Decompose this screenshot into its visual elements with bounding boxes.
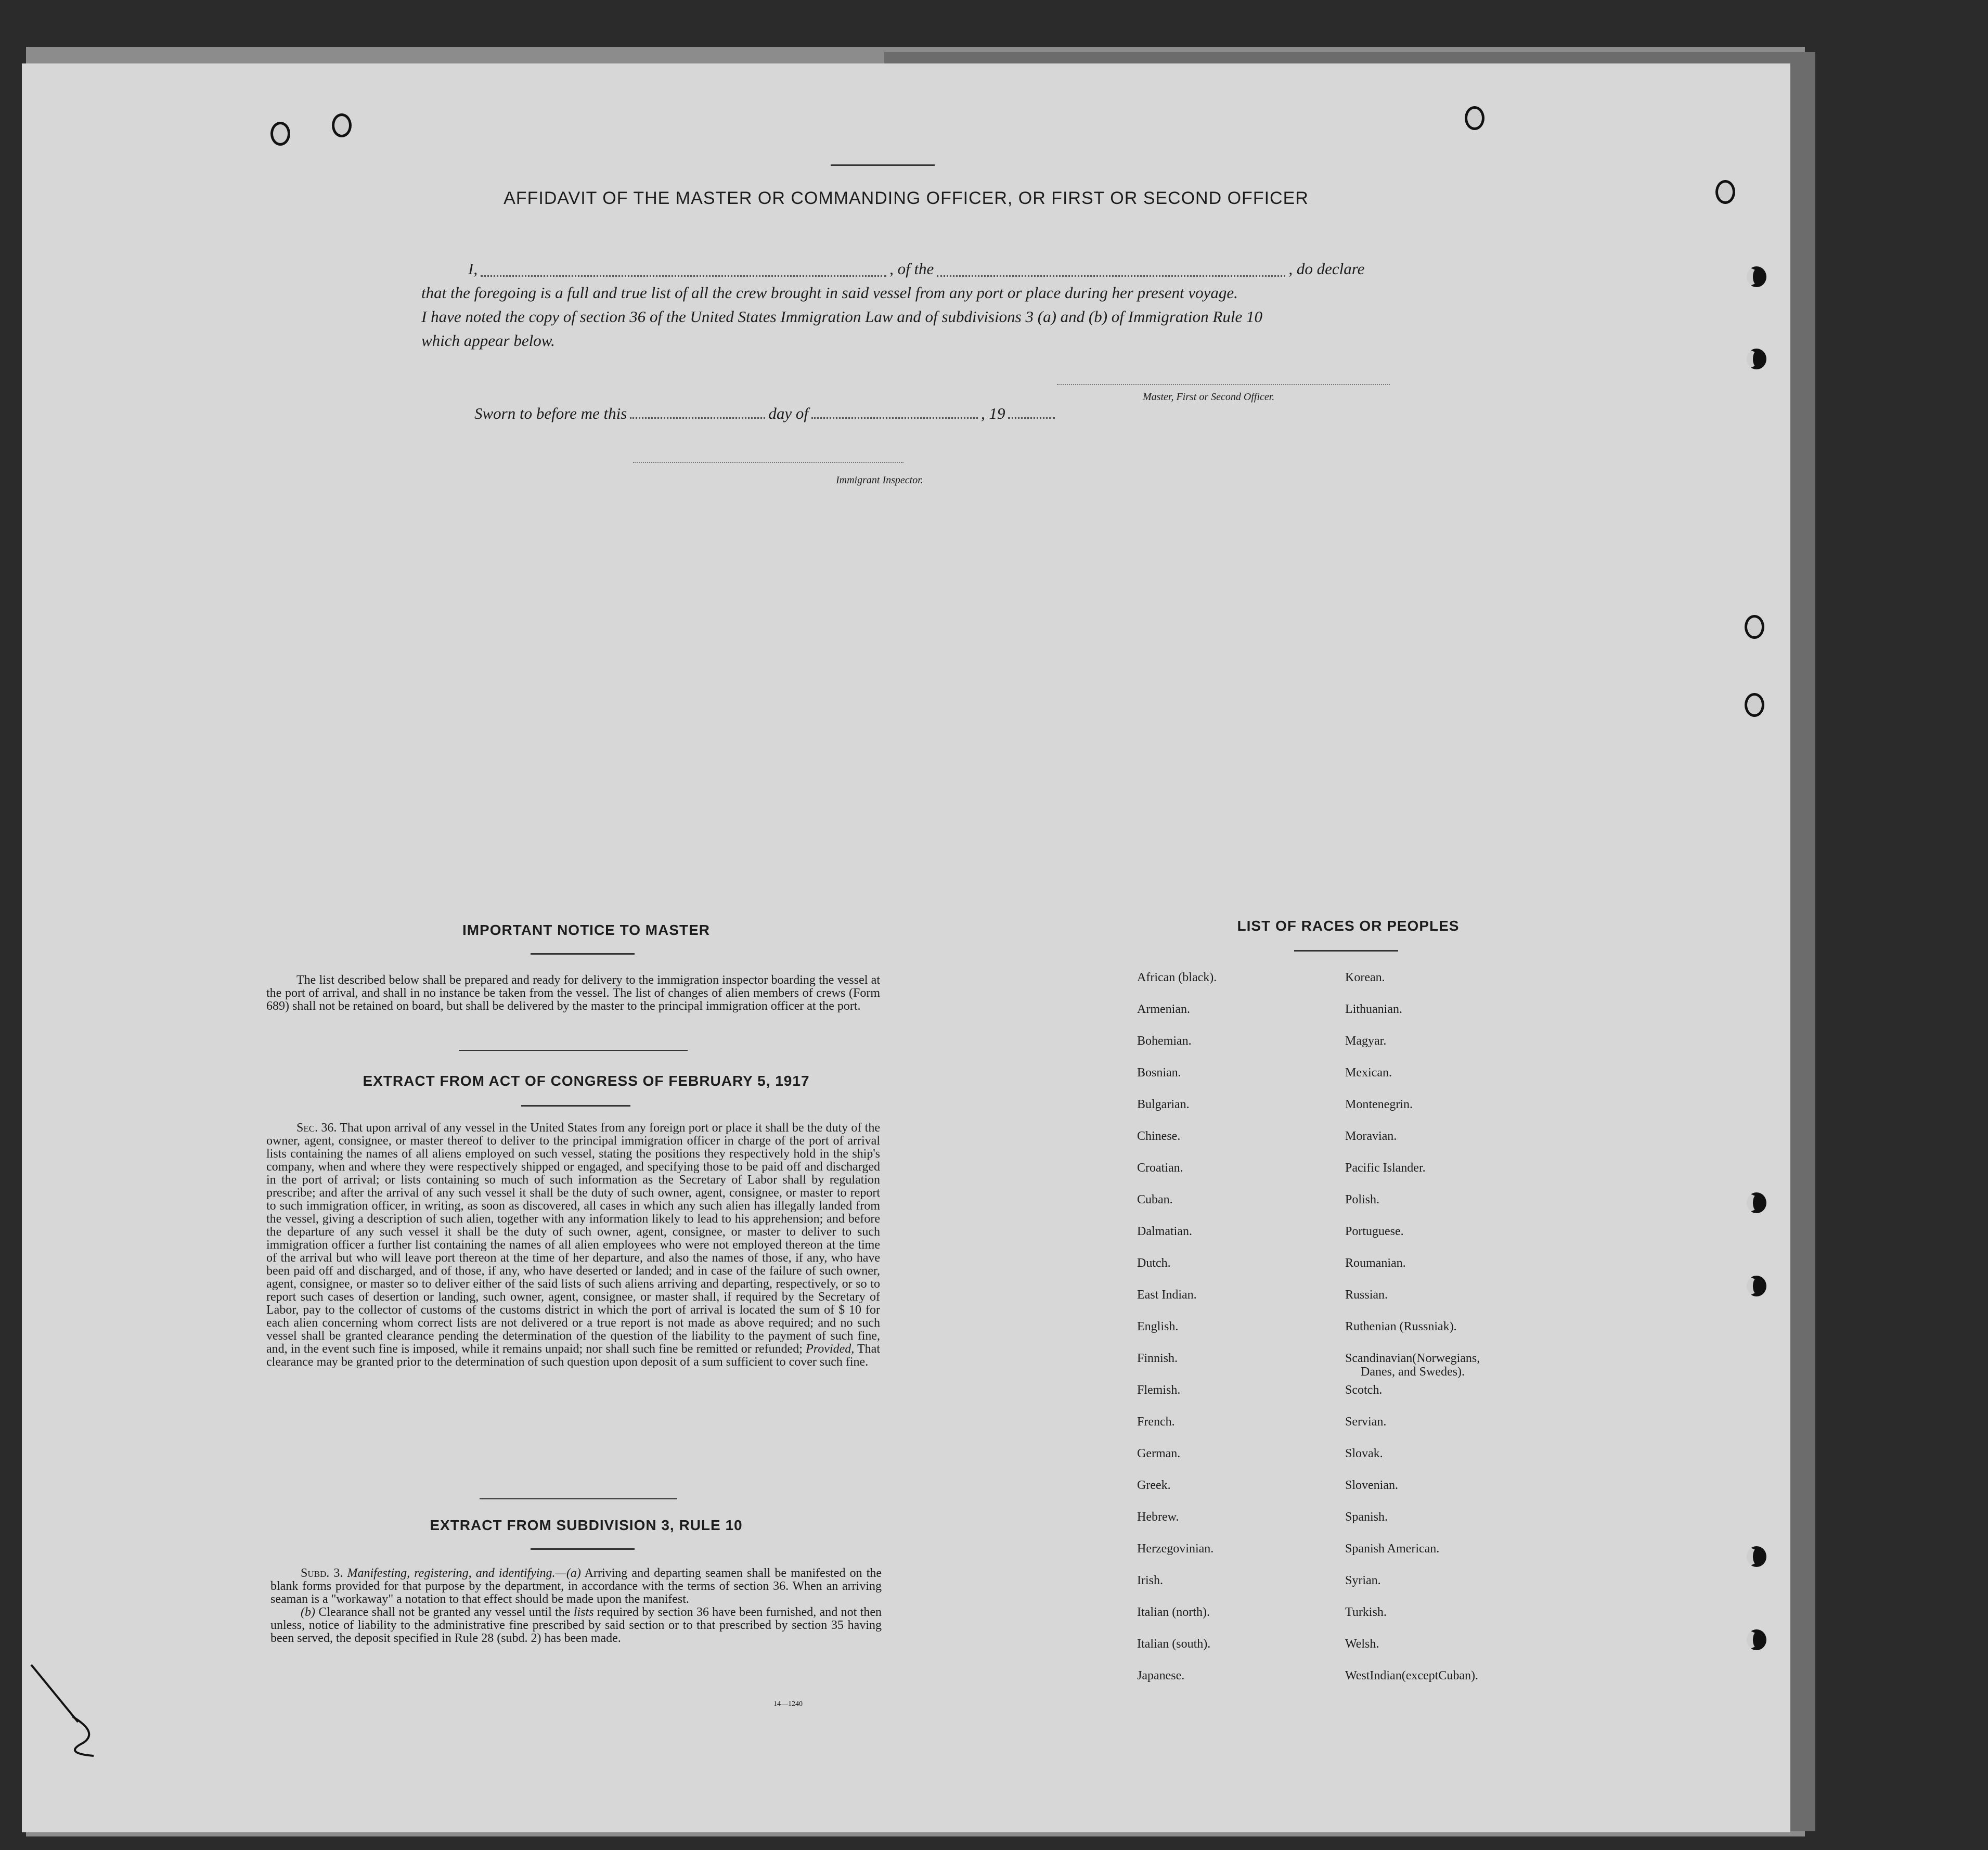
- race-item: Servian.: [1345, 1415, 1387, 1429]
- punch-hole: [1747, 1276, 1766, 1296]
- rule-text: [270, 1567, 882, 1645]
- act-body: That upon arrival of any vessel in the United States from any foreign port or place it shall be the duty of the owner, agent, consignee, or master thereof to deliver to the principal immigration officer in charge of the port of arrival lists containing the names of all aliens employed on such vessel, stating the positions they respectively hold in the ship's company, when and where they were respectively shipped or engaged, and specifying those to be paid off and discharged in the port of arrival; or lists containing so much of such information as the Secretary of Labor shall by regulation prescribe; and after the arrival of any such vessel it shall be the duty of such owner, agent, consignee, or master to report to such immigration officer, in writing, as soon as discovered, all cases in which any such alien has illegally landed from the vessel, giving a description of such alien, together with any information likely to lead to his apprehension; and before the departure of any such vessel it shall be the duty of such owner, agent, consignee, or master to deliver to such immigration officer a further list containing the names of all alien employees who were not employed thereon at the time of the arrival but who will leave port thereon at the time of her departure, and also the names of those, if any, who have been paid off and discharged, and of those, if any, who have deserted or landed; and in case of the failure of such owner, agent, consignee, or master so to deliver either of the said lists of such aliens arriving and departing, respectively, or so to report such cases of desertion or landing, such owner, agent, consignee, or master shall, if required by the Secretary of Labor, pay to the collector of customs of the customs district in which the port of arrival is located the sum of $ 10 for each alien concerning whom correct lists are not delivered or a true report is not made as above required; and no such vessel shall be granted clearance pending the determination of the question of the liability to the payment of such fine, and, in the event such fine is imposed, while it remains unpaid; nor shall such fine be remitted or refunded;: [266, 1121, 881, 1356]
- affidavit-title: AFFIDAVIT OF THE MASTER OR COMMANDING OFFICER, OR FIRST OR SECOND OFFICER: [504, 188, 1309, 208]
- lists-word: lists: [573, 1605, 594, 1619]
- race-item: Slovak.: [1345, 1447, 1383, 1460]
- notice-title: IMPORTANT NOTICE TO MASTER: [462, 922, 711, 938]
- punch-hole: [1747, 1192, 1766, 1213]
- race-item: Lithuanian.: [1345, 1003, 1402, 1016]
- rule-title: EXTRACT FROM SUBDIVISION 3, RULE 10: [430, 1517, 743, 1533]
- notice-paragraph: The list described below shall be prepared and ready for delivery to the immigration inspector boarding the vessel at the port of arrival, and shall in no instance be taken from the vessel. The list of changes of alien members of crews (Form 689) shall not be retained on board, but shall be delivered by the master to the principal immigration officer at the port.: [266, 973, 880, 1013]
- race-item: Croatian.: [1137, 1161, 1183, 1175]
- sworn-line: [474, 404, 1058, 423]
- races-title: LIST OF RACES OR PEOPLES: [1237, 918, 1460, 934]
- race-item: Cuban.: [1137, 1193, 1173, 1206]
- race-item: Dutch.: [1137, 1256, 1171, 1270]
- punch-hole: [1745, 615, 1764, 639]
- race-item: Roumanian.: [1345, 1256, 1406, 1270]
- sworn-day-blank[interactable]: [630, 417, 765, 419]
- section-divider: [459, 1050, 688, 1051]
- races-title-rule: [1294, 950, 1398, 952]
- rule-paragraph-b: [270, 1606, 882, 1645]
- inspector-label: Immigrant Inspector.: [836, 474, 923, 486]
- rule-text-b2: required by section 36 have been furnished, and not then unless, notice of liability to the administrative fine prescribed by said section or to that prescribed by section 35 having been served, the deposit specified in Rule 28 (subd. 2) has been made.: [270, 1605, 882, 1645]
- sworn-year-blank[interactable]: [1008, 417, 1055, 419]
- punch-hole: [1747, 1629, 1766, 1650]
- race-item: Finnish.: [1137, 1352, 1178, 1365]
- race-item-text: Scandinavian(Norwegians,: [1345, 1352, 1480, 1365]
- race-item: Turkish.: [1345, 1605, 1387, 1619]
- sworn-month-blank[interactable]: [811, 417, 978, 419]
- handwritten-mark: [21, 1654, 114, 1758]
- race-item: Italian (south).: [1137, 1637, 1211, 1651]
- sworn-text: Sworn to before me this: [474, 404, 627, 422]
- race-item: Herzegovinian.: [1137, 1542, 1214, 1556]
- title-rule: [831, 164, 935, 166]
- race-item: African (black).: [1137, 971, 1217, 984]
- race-item: French.: [1137, 1415, 1175, 1429]
- punch-hole: [1745, 693, 1764, 717]
- races-column-1: [1137, 971, 1217, 1701]
- signature-line[interactable]: [1057, 384, 1390, 385]
- race-item: Chinese.: [1137, 1129, 1181, 1143]
- signature-label: Master, First or Second Officer.: [1143, 391, 1275, 403]
- races-column-2: [1345, 971, 1480, 1701]
- race-item: Scotch.: [1345, 1383, 1383, 1397]
- race-item: Spanish American.: [1345, 1542, 1440, 1556]
- race-item: Bosnian.: [1137, 1066, 1181, 1080]
- section-divider: [480, 1498, 677, 1499]
- rule-title-rule: [531, 1548, 635, 1550]
- race-item: Syrian.: [1345, 1574, 1381, 1587]
- race-item: [1345, 1352, 1480, 1383]
- race-item: Hebrew.: [1137, 1510, 1179, 1524]
- rule-paragraph-a: [270, 1567, 882, 1606]
- punch-hole: [1747, 266, 1766, 287]
- rule-text-b1: Clearance shall not be granted any vessel until the: [318, 1605, 571, 1619]
- b-label: (b): [301, 1605, 315, 1619]
- subd-label: Subd. 3.: [301, 1566, 343, 1580]
- declaration-line-2: that the foregoing is a full and true list of all the crew brought in said vessel from any port or place during her present voyage.: [421, 284, 1238, 302]
- race-item: Armenian.: [1137, 1003, 1190, 1016]
- race-item: English.: [1137, 1320, 1179, 1333]
- race-item: Polish.: [1345, 1193, 1380, 1206]
- race-item: Welsh.: [1345, 1637, 1379, 1651]
- declaration-of-the: , of the: [889, 260, 934, 278]
- rule-text-a: Arriving and departing seamen shall be manifested on the blank forms provided for that purpose by the department, in accordance with the terms of section 36. When an arriving seaman is a "workaway" a notation to that effect should be made upon the manifest.: [270, 1566, 882, 1606]
- punch-hole: [270, 122, 290, 146]
- race-item: Spanish.: [1345, 1510, 1388, 1524]
- race-item: Russian.: [1345, 1288, 1388, 1302]
- declaration-line-4: which appear below.: [421, 331, 555, 350]
- subd-heading: Manifesting, registering, and identifying.—(a): [347, 1566, 581, 1580]
- race-item: Flemish.: [1137, 1383, 1181, 1397]
- declaration: [421, 257, 1394, 353]
- provided-word: Provided,: [806, 1342, 855, 1356]
- race-item: Ruthenian (Russniak).: [1345, 1320, 1457, 1333]
- race-item: German.: [1137, 1447, 1181, 1460]
- punch-hole: [1747, 349, 1766, 369]
- race-item: Magyar.: [1345, 1034, 1387, 1048]
- punch-hole: [332, 113, 352, 137]
- act-body-end: That clearance may be granted prior to the determination of such question upon deposit of a sum sufficient to cover such fine.: [266, 1342, 880, 1369]
- race-item: Korean.: [1345, 971, 1385, 984]
- punch-hole: [1465, 106, 1484, 130]
- form-number: 14—1240: [773, 1700, 803, 1708]
- declaration-i: I,: [468, 260, 478, 278]
- inspector-signature-line[interactable]: [633, 462, 903, 463]
- declaration-line-3: I have noted the copy of section 36 of the United States Immigration Law and of subdivisions 3 (a) and (b) of Immigration Rule 10: [421, 307, 1262, 326]
- race-item: Slovenian.: [1345, 1479, 1398, 1492]
- act-title-rule: [521, 1105, 630, 1107]
- punch-hole: [1715, 180, 1735, 204]
- notice-text: [266, 974, 880, 1013]
- sworn-day-of: day of: [768, 404, 808, 422]
- act-text: [266, 1122, 880, 1369]
- race-item: Bulgarian.: [1137, 1098, 1190, 1111]
- race-item-continuation: Danes, and Swedes).: [1361, 1365, 1465, 1379]
- race-item: Italian (north).: [1137, 1605, 1210, 1619]
- race-item: Pacific Islander.: [1345, 1161, 1426, 1175]
- race-item: WestIndian(exceptCuban).: [1345, 1669, 1478, 1682]
- vessel-blank[interactable]: [937, 275, 1285, 277]
- race-item: Portuguese.: [1345, 1225, 1404, 1238]
- race-item: Irish.: [1137, 1574, 1163, 1587]
- race-item: Moravian.: [1345, 1129, 1397, 1143]
- act-title: EXTRACT FROM ACT OF CONGRESS OF FEBRUARY 5, 1917: [363, 1073, 810, 1089]
- race-item: Bohemian.: [1137, 1034, 1192, 1048]
- punch-hole: [1747, 1546, 1766, 1567]
- race-item: Dalmatian.: [1137, 1225, 1192, 1238]
- act-paragraph: [266, 1122, 880, 1369]
- race-item: East Indian.: [1137, 1288, 1197, 1302]
- document-page: [22, 63, 1790, 1832]
- sworn-year: , 19: [980, 404, 1005, 422]
- race-item: Mexican.: [1345, 1066, 1392, 1080]
- notice-title-rule: [531, 953, 635, 955]
- name-blank[interactable]: [481, 275, 886, 277]
- race-item: Japanese.: [1137, 1669, 1185, 1682]
- race-item: Montenegrin.: [1345, 1098, 1413, 1111]
- declaration-declare: , do declare: [1288, 260, 1365, 278]
- sec-label: Sec. 36.: [296, 1121, 337, 1135]
- race-item: Greek.: [1137, 1479, 1171, 1492]
